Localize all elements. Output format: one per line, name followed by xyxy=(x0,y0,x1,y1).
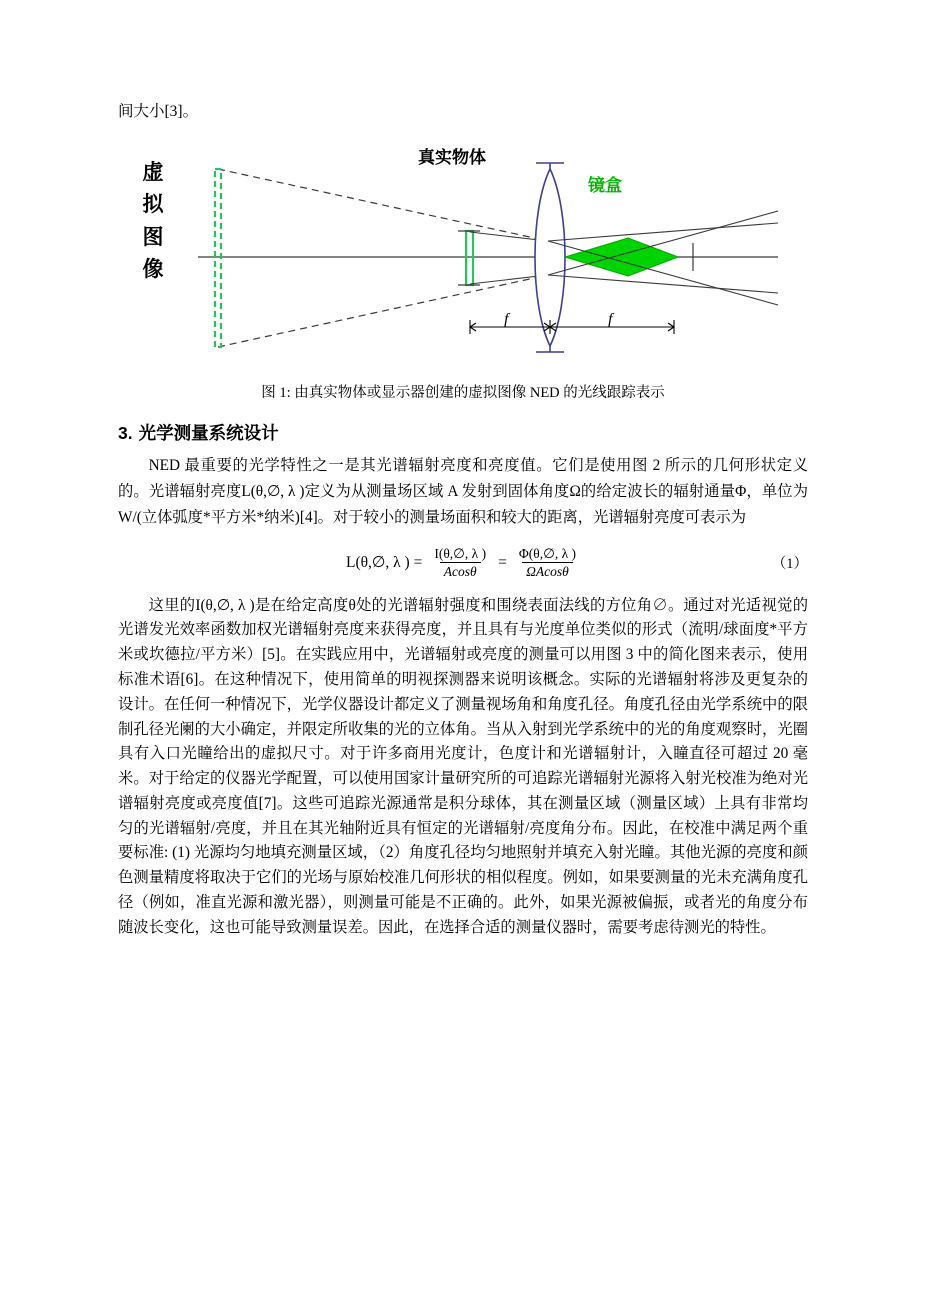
equation-1-fraction-1 xyxy=(430,546,490,580)
equation-1-fraction-2 xyxy=(515,546,580,580)
figure-lens-box-label: 镜盒 xyxy=(588,175,622,195)
equation-1-body xyxy=(346,546,580,580)
figure-virtual-image-label xyxy=(130,157,176,287)
equation-1-frac2-denominator: ΩAcosθ xyxy=(522,562,573,580)
figure-1-svg xyxy=(118,135,808,365)
section-number: 3. xyxy=(118,422,133,443)
equation-1-frac1-numerator: I(θ,∅, λ ) xyxy=(434,545,487,561)
virtual-image-char-3: 图 xyxy=(142,225,164,249)
section-title: 光学测量系统设计 xyxy=(138,422,279,443)
equation-1-frac1-denominator: Acosθ xyxy=(440,562,481,580)
virtual-image-char-2: 拟 xyxy=(142,193,164,217)
virtual-image-char-4: 像 xyxy=(142,258,164,282)
paragraph-2: 这里的I(θ,∅, λ )是在给定高度θ处的光谱辐射强度和围绕表面法线的方位角∅。通过对光适视觉的光谱发光效率函数加权光谱辐射亮度来获得亮度，并且具有与光度单位类似的形式（流明/球面度*平方米或坎德拉/平方米）[5]。在实践应用中，光谱辐射或亮度的测量可以用图 3 中的简化图来表示，使用标准术语[6]。在这种情况下，使用简单的明视探测器来说明该概念。实际的光谱辐射将涉及更复杂的设计。在任何一种情况下，光学仪器设计都定义了测量视场角和角度孔径。角度孔径由光学系统中的限制孔径光阑的大小确定，并限定所收集的光的立体角。当从入射到光学系统中的光的角度观察时，光圈具有入口光瞳给出的虚拟尺寸。对于许多商用光度计，色度计和光谱辐射计，入瞳直径可超过 20 毫米。对于给定的仪器光学配置，可以使用国家计量研究所的可追踪光谱辐射光源将入射光校准为绝对光谱辐射亮度或亮度值[7]。这些可追踪光源通常是积分球体，其在测量区域（测量区域）上具有非常均匀的光谱辐射/亮度，并且在其光轴附近具有恒定的光谱辐射/亮度角分布。因此，在校准中满足两个重要标准: (1) 光源均匀地填充测量区域，（2）角度孔径均匀地照射并填充入射光瞳。其他光源的亮度和颜色测量精度将取决于它们的光场与原始校准几何形状的相似程度。例如，如果要测量的光未充满角度孔径（例如，准直光源和激光器），则测量可能是不正确的。此外，如果光源被偏振，或者光的角度分布随波长变化，这也可能导致测量误差。因此，在选择合适的测量仪器时，需要考虑待测光的特性。 xyxy=(118,596,808,936)
page-content xyxy=(118,100,808,942)
paragraph-1: NED 最重要的光学特性之一是其光谱辐射亮度和亮度值。它们是使用图 2 所示的几何形状定义的。光谱辐射亮度L(θ,∅, λ )定义为从测量场区域 A 发射到固体角度Ω的给定波长的辐射通量Φ，单位为 W/(立体弧度*平方米*纳米)[4]。对于较小的测量场面积和较大的距离，光谱辐射亮度可表示为 xyxy=(118,456,808,527)
continuation-line: 间大小[3]。 xyxy=(118,103,199,120)
equation-1-lhs: L(θ,∅, λ ) = xyxy=(345,554,423,572)
figure-1-caption: 图 1: 由真实物体或显示器创建的虚拟图像 NED 的光线跟踪表示 xyxy=(261,384,665,401)
figure-1-raytrace xyxy=(118,135,808,365)
equation-1-equals: = xyxy=(498,553,507,571)
figure-focal-left-label: f xyxy=(504,310,509,328)
section-heading xyxy=(118,420,808,445)
figure-focal-right-label: f xyxy=(608,310,613,328)
equation-1 xyxy=(118,546,808,580)
figure-real-object-label: 真实物体 xyxy=(418,147,486,167)
virtual-image-char-1: 虚 xyxy=(142,160,164,184)
equation-1-number: （1） xyxy=(771,556,808,573)
equation-1-frac2-numerator: Φ(θ,∅, λ ) xyxy=(518,545,576,561)
